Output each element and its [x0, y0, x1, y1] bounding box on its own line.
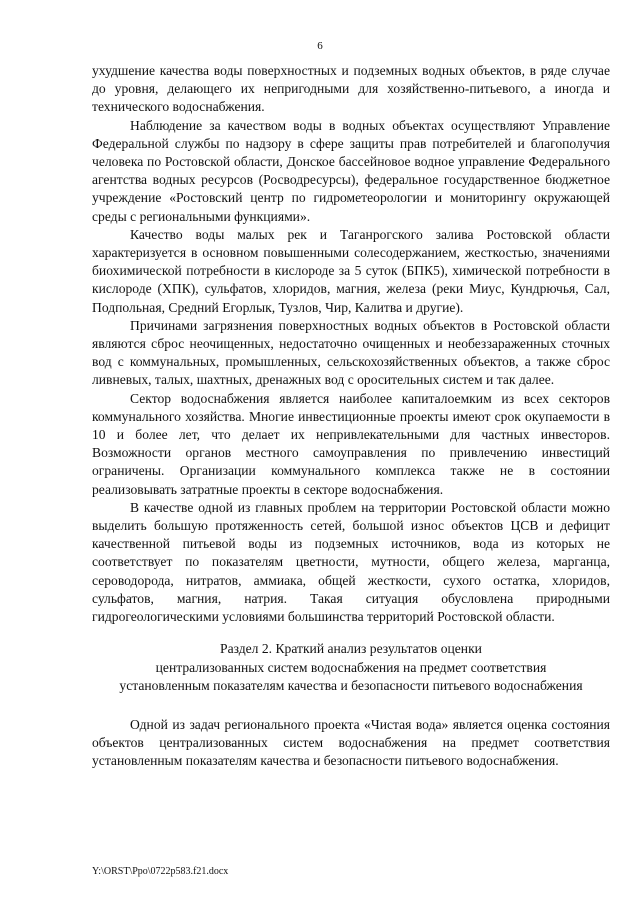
page-number: 6	[317, 40, 323, 52]
paragraph-pollution-causes: Причинами загрязнения поверхностных водных объектов в Ростовской области являются сброс неочищенных, недостаточно очищенных и необеззараженных сточных вод с коммунальных, промышленных, сельскохозяйственных объектов, а также сброс ливневых, талых, шахтных, дренажных вод с оросительных систем и так далее.	[92, 317, 610, 388]
footer-file-path: Y:\ORST\Ppo\0722p583.f21.docx	[92, 866, 229, 877]
paragraph-main-problems: В качестве одной из главных проблем на территории Ростовской области можно выделить большую протяженность сетей, большой износ объектов ЦСВ и дефицит качественной питьевой воды из подземных источников, вода из которых не соответствует по показателям цветности, мутности, общего железа, марганца, сероводорода, нитратов, аммиака, общей жесткости, сухого остатка, хлоридов, сульфатов, магния, натрия. Такая ситуация обусловлена природными гидрогеологическими условиями большинства территорий Ростовской области.	[92, 499, 610, 625]
section-heading-line: Раздел 2. Краткий анализ результатов оценки	[220, 641, 482, 657]
section-heading-line: установленным показателям качества и безопасности питьевого водоснабжения	[119, 678, 583, 694]
paragraph-monitoring: Наблюдение за качеством воды в водных объектах осуществляют Управление Федеральной службы по надзору в сфере защиты прав потребителей и благополучия человека по Ростовской области, Донское бассейновое водное управление Федерального агентства водных ресурсов (Росводресурсы), федеральное государственное бюджетное учреждение «Ростовский центр по гидрометеорологии и мониторингу окружающей среды с региональными функциями».	[92, 117, 610, 224]
document-body	[92, 62, 610, 771]
paragraph-continuation: ухудшение качества воды поверхностных и подземных водных объектов, в ряде случае до уровня, делающего их непригодными для хозяйственно-питьевого, а иногда и технического водоснабжения.	[92, 63, 610, 115]
paragraph-water-quality: Качество воды малых рек и Таганрогского залива Ростовской области характеризуется в основном повышенными солесодержанием, жесткостью, значениями биохимической потребности в кислороде за 5 суток (БПК5), химической потребности в кислороде (ХПК), сульфатов, хлоридов, магния, железа (реки Миус, Кундрючья, Сал, Подпольная, Средний Егорлык, Тузлов, Чир, Калитва и другие).	[92, 226, 610, 315]
section-heading	[92, 640, 610, 696]
paragraph-clean-water-project: Одной из задач регионального проекта «Чистая вода» является оценка состояния объектов централизованных систем водоснабжения на предмет соответствия установленным показателям качества и безопасности питьевого водоснабжения.	[92, 717, 610, 769]
paragraph-water-supply-sector: Сектор водоснабжения является наиболее капиталоемким из всех секторов коммунального хозяйства. Многие инвестиционные проекты имеют срок окупаемости в 10 и более лет, что делает их непривлекательными для частных инвесторов. Возможности органов местного самоуправления по привлечению инвестиций ограничены. Организации коммунального комплекса также не в состоянии реализовывать затратные проекты в секторе водоснабжения.	[92, 390, 610, 497]
section-heading-line: централизованных систем водоснабжения на предмет соответствия	[155, 659, 547, 675]
